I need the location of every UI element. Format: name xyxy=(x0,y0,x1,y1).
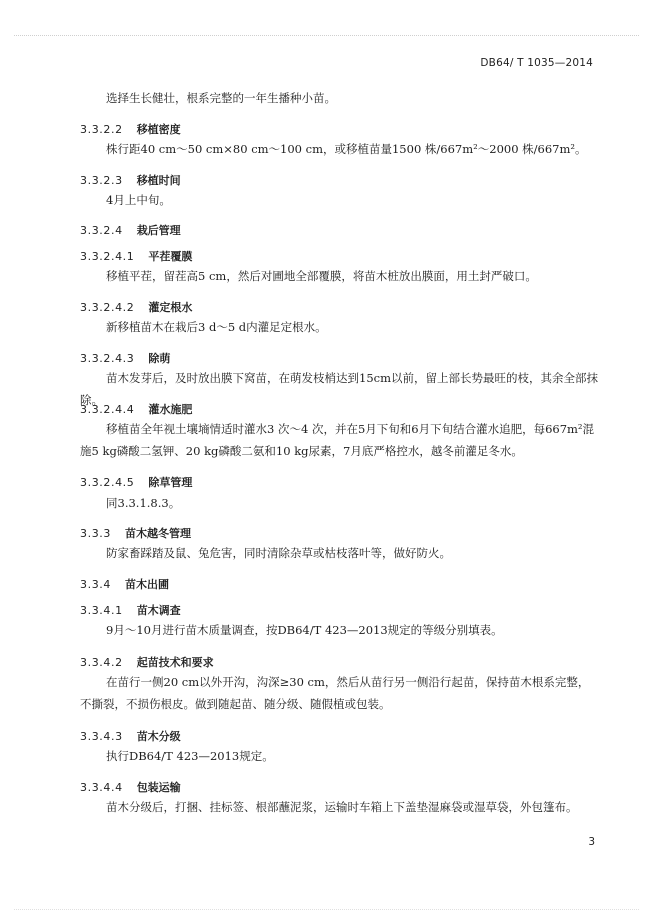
paragraph: 在苗行一侧20 cm以外开沟，沟深≥30 cm，然后从苗行另一侧沿行起苗，保持苗木根系完整，不撕裂，不损伤根皮。做到随起苗、随分级、随假植或包装。 xyxy=(80,675,590,711)
paragraph: 选择生长健壮，根系完整的一年生播种小苗。 xyxy=(106,91,336,105)
paragraph: 新移植苗木在栽后3 d～5 d内灌足定根水。 xyxy=(106,320,327,334)
section-heading xyxy=(80,779,181,795)
standard-code: DB64/ T 1035—2014 xyxy=(480,57,593,69)
section-heading xyxy=(80,401,192,417)
section-title: 苗木越冬管理 xyxy=(125,527,191,540)
paragraph: 同3.3.1.8.3。 xyxy=(106,496,181,510)
section-number: 3.3.4 xyxy=(80,578,111,591)
section-heading xyxy=(80,576,169,592)
section-title: 平茬覆膜 xyxy=(148,250,193,263)
bottom-dotted-rule xyxy=(14,909,639,910)
section-number: 3.3.2.4 xyxy=(80,224,123,237)
section-heading xyxy=(80,350,170,366)
paragraph: 9月～10月进行苗木质量调查，按DB64/T 423—2013规定的等级分别填表。 xyxy=(106,623,503,637)
section-number: 3.3.2.4.3 xyxy=(80,352,135,365)
section-number: 3.3.2.4.4 xyxy=(80,403,135,416)
paragraph: 苗木分级后，打捆、挂标签、根部蘸泥浆，运输时车箱上下盖垫湿麻袋或湿草袋，外包篷布。 xyxy=(106,800,578,814)
section-number: 3.3.2.4.1 xyxy=(80,250,135,263)
section-heading xyxy=(80,222,181,238)
section-number: 3.3.2.2 xyxy=(80,123,123,136)
paragraph: 4月上中旬。 xyxy=(106,193,171,207)
section-number: 3.3.2.3 xyxy=(80,174,123,187)
section-title: 移植密度 xyxy=(136,123,181,136)
section-heading xyxy=(80,525,191,541)
section-number: 3.3.4.2 xyxy=(80,656,123,669)
paragraph: 防家畜踩踏及鼠、兔危害，同时清除杂草或枯枝落叶等，做好防火。 xyxy=(106,546,451,560)
section-number: 3.3.4.3 xyxy=(80,730,123,743)
section-heading xyxy=(80,299,192,315)
section-title: 苗木分级 xyxy=(136,730,181,743)
section-title: 除萌 xyxy=(148,352,171,365)
paragraph: 苗木发芽后，及时放出膜下窝苗，在萌发枝梢达到15cm以前，留上部长势最旺的枝，其余全部抹除。 xyxy=(80,371,598,407)
section-title: 移植时间 xyxy=(136,174,181,187)
section-heading xyxy=(80,172,181,188)
section-number: 3.3.4.4 xyxy=(80,781,123,794)
section-title: 栽后管理 xyxy=(136,224,181,237)
section-title: 包装运输 xyxy=(136,781,181,794)
page-number: 3 xyxy=(588,836,595,848)
paragraph: 株行距40 cm～50 cm×80 cm～100 cm，或移植苗量1500 株/667m²～2000 株/667m²。 xyxy=(106,142,587,156)
section-heading xyxy=(80,654,214,670)
section-title: 起苗技术和要求 xyxy=(136,656,214,669)
section-heading xyxy=(80,248,192,264)
section-title: 除草管理 xyxy=(148,476,193,489)
section-heading xyxy=(80,121,181,137)
section-title: 苗木出圃 xyxy=(125,578,169,591)
section-number: 3.3.2.4.2 xyxy=(80,301,135,314)
section-title: 灌定根水 xyxy=(148,301,193,314)
section-title: 灌水施肥 xyxy=(148,403,193,416)
paragraph: 移植苗全年视土壤墒情适时灌水3 次～4 次，并在5月下旬和6月下旬结合灌水追肥，每667m²混施5 kg磷酸二氢钾、20 kg磷酸二氨和10 kg尿素，7月底严格控水，越冬前灌足冬水。 xyxy=(80,422,595,458)
section-number: 3.3.4.1 xyxy=(80,604,123,617)
section-number: 3.3.2.4.5 xyxy=(80,476,135,489)
paragraph: 移植平茬，留茬高5 cm，然后对圃地全部覆膜，将苗木桩放出膜面，用土封严破口。 xyxy=(106,269,537,283)
section-heading xyxy=(80,728,181,744)
section-title: 苗木调查 xyxy=(136,604,181,617)
section-heading xyxy=(80,474,192,490)
section-number: 3.3.3 xyxy=(80,527,111,540)
paragraph: 执行DB64/T 423—2013规定。 xyxy=(106,749,274,763)
top-dotted-rule xyxy=(14,35,639,36)
section-heading xyxy=(80,602,181,618)
